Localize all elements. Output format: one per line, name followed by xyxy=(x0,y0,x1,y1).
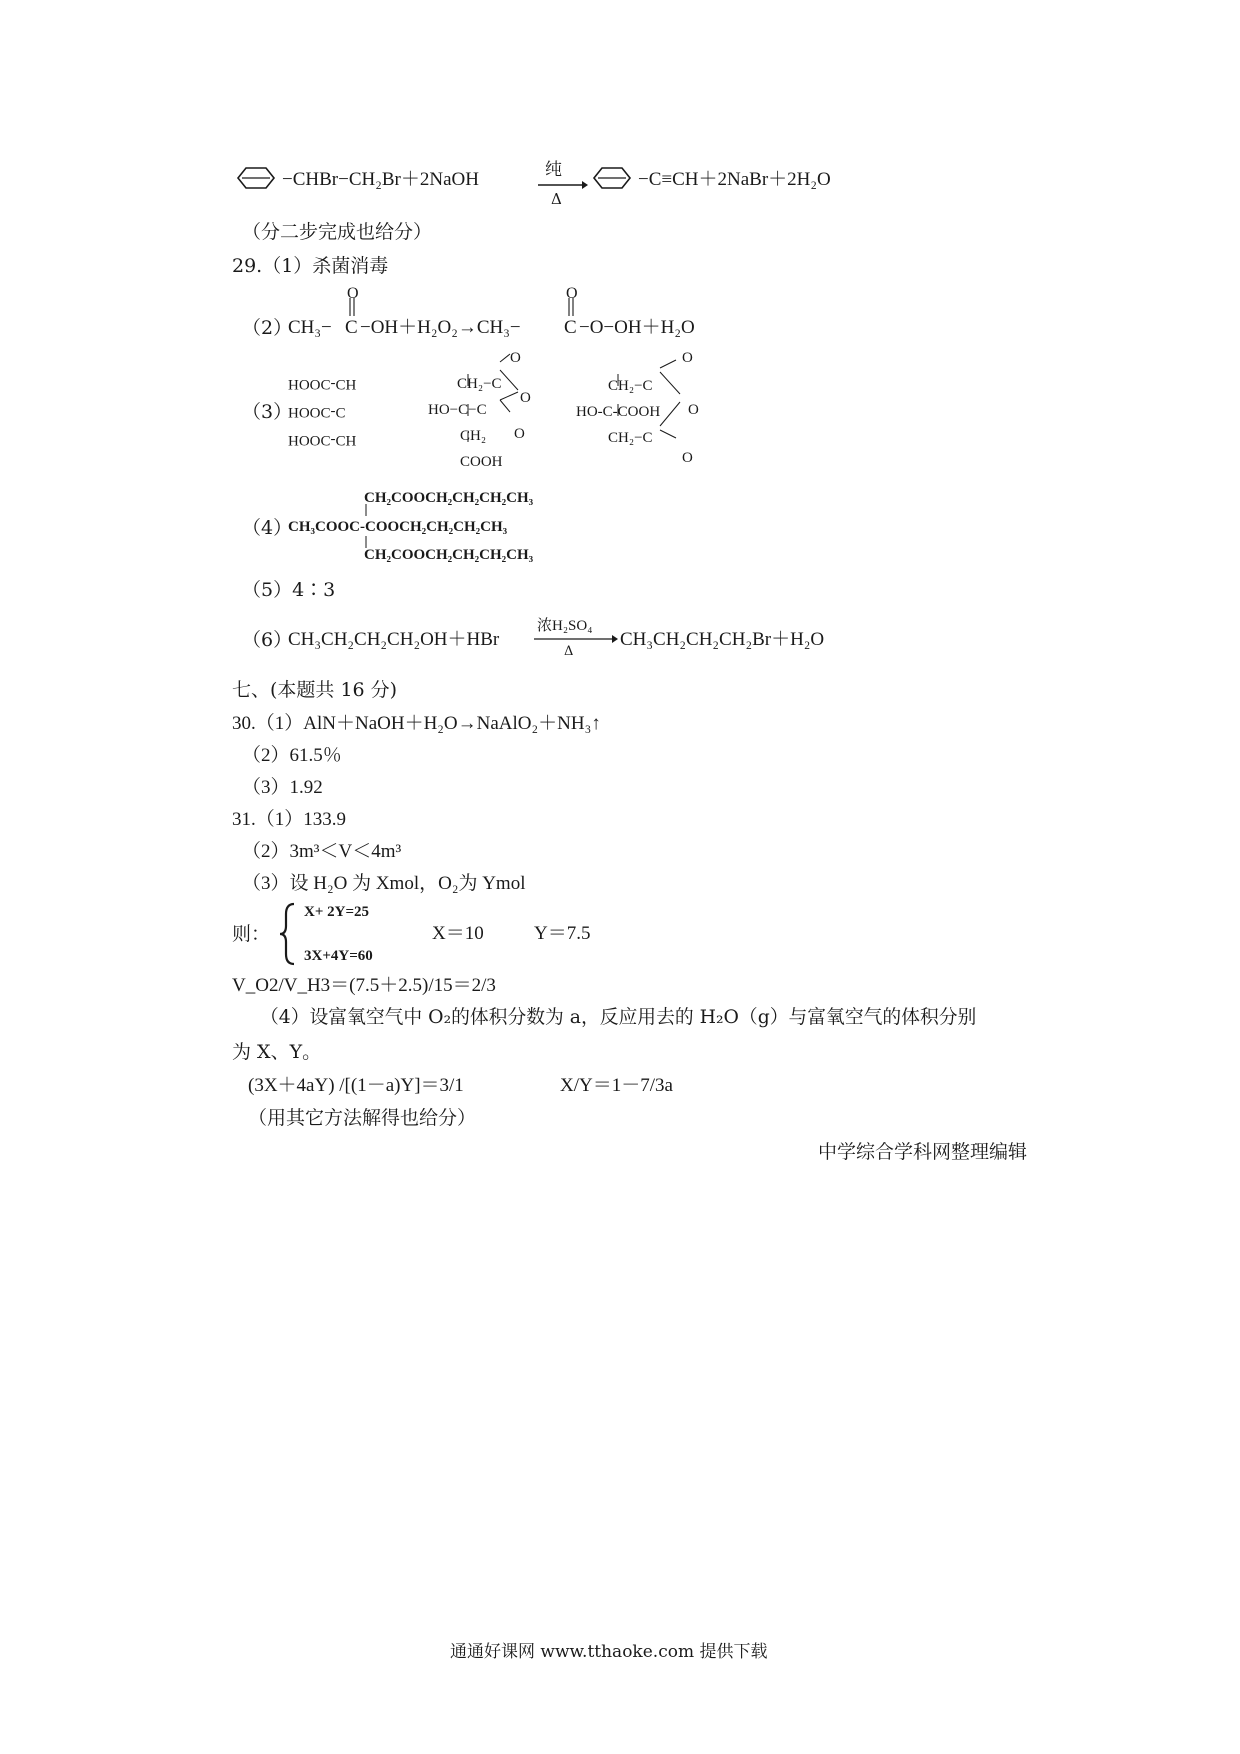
reaction-arrow-icon xyxy=(534,634,618,644)
q29-part3-label: （3） xyxy=(242,401,293,423)
q29-part2-label: （2） xyxy=(242,317,293,339)
benzene-ring-icon xyxy=(232,166,280,190)
struct-b-o-ring: O xyxy=(520,390,531,406)
structure-a-line: HOOC-CH xyxy=(288,432,357,448)
note-two-steps: （分二步完成也给分） xyxy=(242,221,433,243)
carbonyl-o-2: O xyxy=(566,285,578,302)
system-eq-1: X+ 2Y=25 xyxy=(304,904,370,920)
q29-part4-line: CH₂COOCH₂CH₂CH₂CH₃ xyxy=(364,490,534,506)
q31-note: （用其它方法解得也给分） xyxy=(248,1107,477,1129)
double-bond-icon xyxy=(347,298,357,318)
double-bond-icon xyxy=(566,298,576,318)
footer: 通通好课网 www.tthaoke.com 提供下载 xyxy=(450,1642,768,1662)
struct-b-ch2: CH₂ xyxy=(460,428,487,444)
q31-part1: 31.（1）133.9 xyxy=(232,809,347,830)
struct-b-cooh: COOH xyxy=(460,454,503,470)
struct-c-o-top: O xyxy=(682,350,693,366)
benzene-ring-icon xyxy=(588,166,636,190)
q31-part3: （3）设 H₂O 为 Xmol，O₂为 Ymol xyxy=(242,873,526,894)
q31-part4-line1: （4）设富氧空气中 O₂的体积分数为 a，反应用去的 H₂O（g）与富氧空气的体积分别 xyxy=(260,1007,977,1028)
q29-part1: 29.（1）杀菌消毒 xyxy=(232,255,389,277)
section-7-heading: 七、(本题共 16 分) xyxy=(232,679,398,701)
q29-part6-label: （6） xyxy=(242,629,293,651)
carbonyl-o-1: O xyxy=(347,285,359,302)
q29-part2-eq-c: −O−OH＋H₂O xyxy=(579,317,695,338)
q31-then: 则： xyxy=(232,923,271,945)
y-value: Y＝7.5 xyxy=(534,923,591,944)
struct-b-o-bottom: O xyxy=(514,426,525,442)
q29-part6-cond: 浓H₂SO₄ xyxy=(537,618,593,634)
struct-b-o-top: O xyxy=(510,350,521,366)
structure-d-bonds xyxy=(363,498,371,568)
q29-part6-cond-bottom: Δ xyxy=(564,644,574,659)
struct-c-o-bottom: O xyxy=(682,450,693,466)
carbonyl-c-2: C xyxy=(564,317,577,338)
signature: 中学综合学科网整理编辑 xyxy=(818,1141,1028,1163)
q29-part5: （5）4∶3 xyxy=(242,579,336,601)
volume-ratio: V_O2/V_H3＝(7.5＋2.5)/15＝2/3 xyxy=(232,975,496,996)
brace-icon xyxy=(278,902,300,966)
q30-part3: （3）1.92 xyxy=(242,777,323,798)
x-value: X＝10 xyxy=(432,923,484,944)
reaction-lhs: −CHBr−CH₂Br＋2NaOH xyxy=(282,169,479,190)
reaction-condition-bottom: Δ xyxy=(551,190,562,208)
q29-part6-rhs: CH₃CH₂CH₂CH₂Br＋H₂O xyxy=(620,629,825,650)
q29-part4-label: （4） xyxy=(242,517,293,539)
q30-part1: 30.（1）AlN＋NaOH＋H₂O→NaAlO₂＋NH₃↑ xyxy=(232,713,601,734)
struct-c-mid: HO-C-COOH xyxy=(576,404,661,420)
reaction-rhs: −C≡CH＋2NaBr＋2H₂O xyxy=(638,169,831,190)
struct-c-bottom: CH₂−C xyxy=(608,430,653,446)
struct-b-mid: HO−C−C xyxy=(428,402,487,418)
structure-a-line: HOOC-C xyxy=(288,404,346,420)
struct-c-top: CH₂−C xyxy=(608,378,653,394)
q29-part4-line: CH₃COOC-COOCH₂CH₂CH₂CH₃ xyxy=(288,519,508,535)
reaction-condition-top: 纯 xyxy=(545,160,562,180)
carbonyl-c-1: C xyxy=(345,317,358,338)
reaction-arrow-icon xyxy=(538,180,588,190)
q29-part2-eq-a: CH₃− xyxy=(288,317,332,338)
structure-a-line: HOOC-CH xyxy=(288,376,357,392)
system-eq-2: 3X+4Y=60 xyxy=(304,948,373,964)
struct-b-top: CH₂−C xyxy=(457,376,502,392)
q31-part4-eq: (3X＋4aY) /[(1－a)Y]＝3/1 xyxy=(248,1075,464,1096)
q29-part4-line: CH₂COOCH₂CH₂CH₂CH₃ xyxy=(364,547,534,563)
q31-part4-result: X/Y＝1－7/3a xyxy=(560,1075,673,1096)
q29-part6-lhs: CH₃CH₂CH₂CH₂OH＋HBr xyxy=(288,629,500,650)
q30-part2: （2）61.5％ xyxy=(242,745,342,766)
q31-part4-line2: 为 X、Y。 xyxy=(232,1041,322,1063)
q29-part2-eq-b: −OH＋H₂O₂→CH₃− xyxy=(360,317,521,338)
structure-a xyxy=(288,372,388,452)
struct-c-o-ring: O xyxy=(688,402,699,418)
q31-part2: （2）3m³＜V＜4m³ xyxy=(242,841,402,862)
